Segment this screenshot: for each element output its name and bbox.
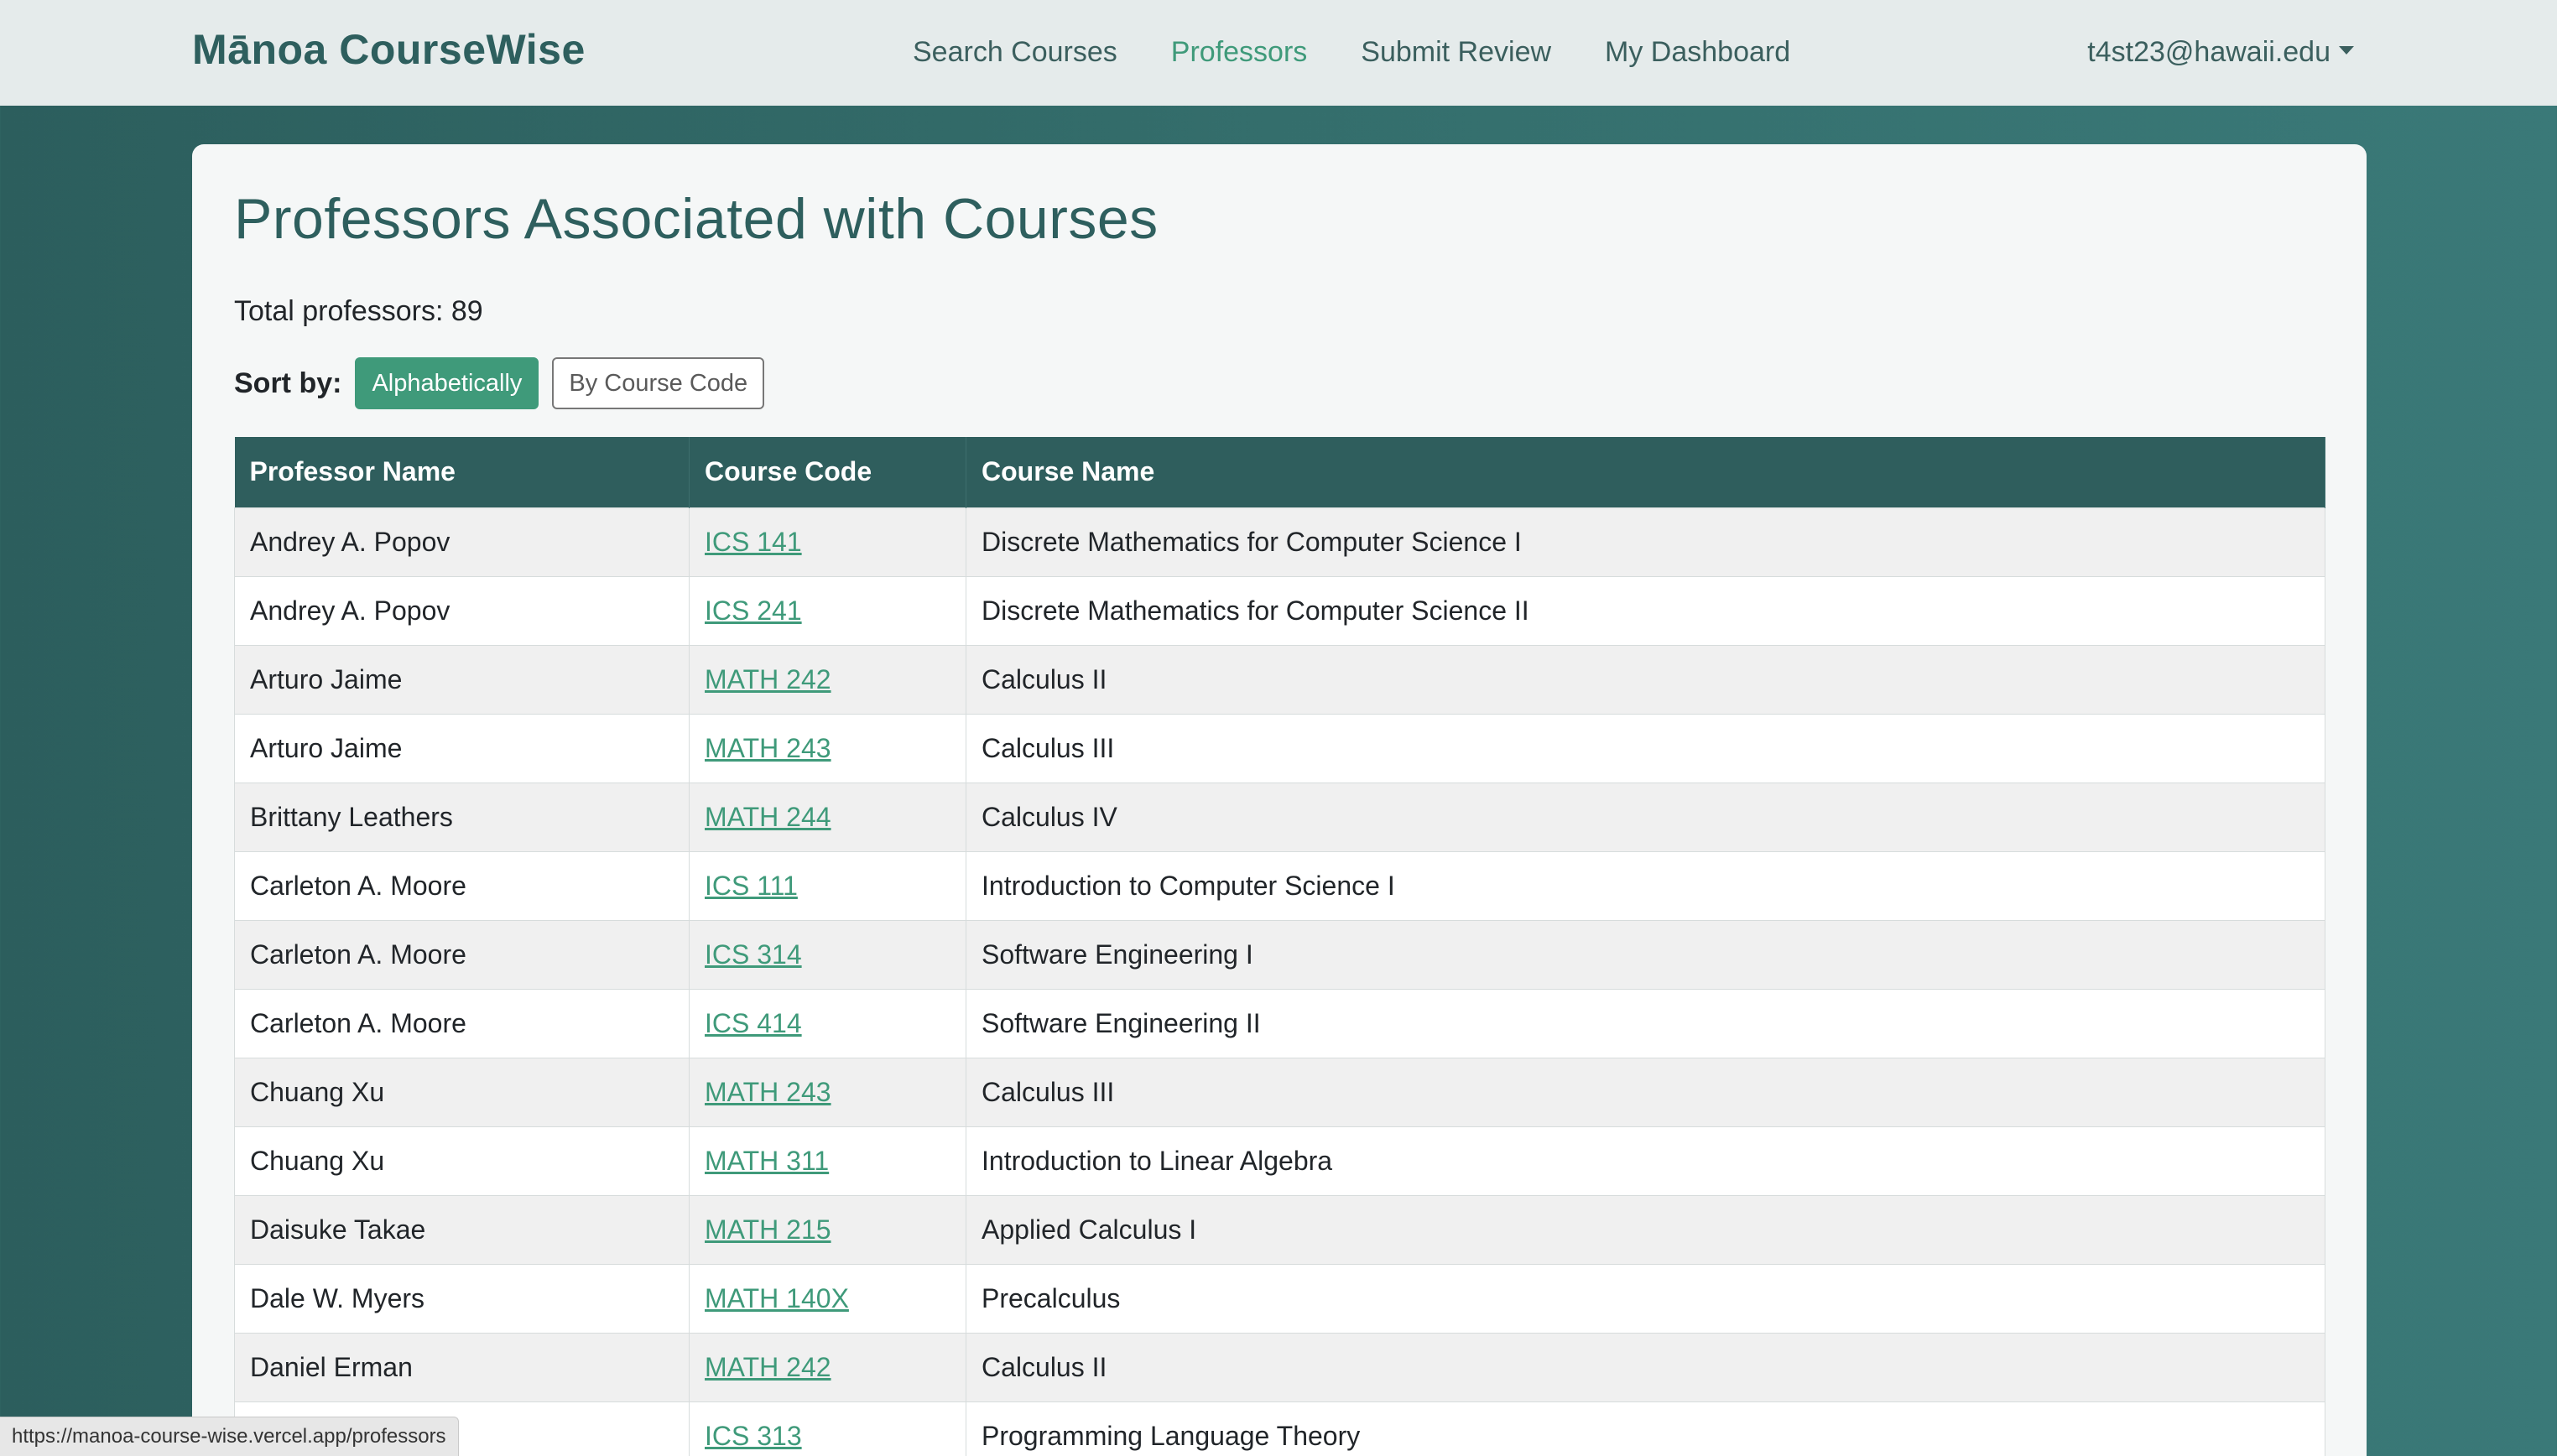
table-row [235,1195,2325,1264]
course-code-link[interactable]: MATH 243 [705,1076,831,1107]
course-code-link[interactable]: ICS 414 [705,1007,802,1038]
professor-name-cell: Chuang Xu [235,1058,690,1126]
course-name-cell: Introduction to Linear Algebra [966,1126,2325,1195]
table-row [235,1058,2325,1126]
table-row [235,576,2325,645]
table-row [235,1401,2325,1456]
nav-professors[interactable]: Professors [1170,36,1308,68]
professors-table-wrapper [234,437,2325,1456]
table-header-row [235,437,2325,507]
table-row [235,783,2325,851]
top-navbar [0,0,2557,106]
course-code-cell [690,576,966,645]
course-code-cell [690,989,966,1058]
course-code-cell [690,1401,966,1456]
status-bar-url: https://manoa-course-wise.vercel.app/professors [0,1417,459,1456]
course-code-link[interactable]: MATH 243 [705,732,831,763]
sort-alphabetically-button[interactable]: Alphabetically [355,357,539,409]
course-code-cell [690,851,966,920]
course-name-cell: Discrete Mathematics for Computer Science I [966,507,2325,576]
nav-submit-review[interactable]: Submit Review [1361,36,1552,68]
course-code-cell [690,507,966,576]
sort-controls [234,357,778,409]
table-row [235,645,2325,714]
sort-label: Sort by: [234,367,342,399]
course-name-cell: Introduction to Computer Science I [966,851,2325,920]
page-title: Professors Associated with Courses [234,187,1159,251]
professors-table [234,437,2325,1456]
course-code-link[interactable]: MATH 244 [705,801,831,832]
professor-name-cell: Dale W. Myers [235,1264,690,1333]
sort-by-course-code-button[interactable]: By Course Code [552,357,764,409]
course-code-cell [690,920,966,989]
course-name-cell: Applied Calculus I [966,1195,2325,1264]
table-row [235,714,2325,783]
nav-search-courses[interactable]: Search Courses [913,36,1117,68]
table-row [235,1126,2325,1195]
column-header-course-name: Course Name [966,437,2325,507]
course-name-cell: Programming Language Theory [966,1401,2325,1456]
course-code-link[interactable]: ICS 241 [705,595,802,626]
course-code-link[interactable]: MATH 215 [705,1214,831,1245]
professors-card [192,144,2367,1456]
column-header-professor: Professor Name [235,437,690,507]
course-code-cell [690,783,966,851]
course-code-link[interactable]: MATH 242 [705,663,831,694]
course-code-link[interactable]: ICS 313 [705,1420,802,1451]
user-menu-dropdown[interactable] [2087,34,2354,70]
table-row [235,989,2325,1058]
professor-name-cell: Chuang Xu [235,1126,690,1195]
professor-name-cell: Daniel Erman [235,1333,690,1401]
course-code-link[interactable]: ICS 141 [705,526,802,557]
course-name-cell: Calculus II [966,1333,2325,1401]
professor-name-cell: Arturo Jaime [235,645,690,714]
brand-logo[interactable]: Mānoa CourseWise [192,26,586,73]
course-code-cell [690,1058,966,1126]
column-header-course-code: Course Code [690,437,966,507]
caret-down-icon [2339,46,2354,55]
professor-name-cell: Andrey A. Popov [235,507,690,576]
nav-my-dashboard[interactable]: My Dashboard [1605,36,1791,68]
course-name-cell: Precalculus [966,1264,2325,1333]
professor-name-cell: Andrey A. Popov [235,576,690,645]
course-name-cell: Discrete Mathematics for Computer Science II [966,576,2325,645]
course-code-cell [690,1126,966,1195]
course-name-cell: Calculus II [966,645,2325,714]
course-code-link[interactable]: MATH 311 [705,1145,830,1176]
course-code-link[interactable]: ICS 111 [705,870,798,901]
course-name-cell: Calculus IV [966,783,2325,851]
table-row [235,1264,2325,1333]
course-name-cell: Calculus III [966,714,2325,783]
course-name-cell: Calculus III [966,1058,2325,1126]
course-code-cell [690,1195,966,1264]
table-row [235,1333,2325,1401]
table-row [235,851,2325,920]
course-code-cell [690,1264,966,1333]
course-code-link[interactable]: MATH 242 [705,1351,831,1382]
user-email: t4st23@hawaii.edu [2087,36,2330,68]
course-code-link[interactable]: ICS 314 [705,939,802,970]
course-name-cell: Software Engineering II [966,989,2325,1058]
table-row [235,507,2325,576]
course-code-cell [690,1333,966,1401]
course-name-cell: Software Engineering I [966,920,2325,989]
professor-name-cell: Brittany Leathers [235,783,690,851]
professor-name-cell: Arturo Jaime [235,714,690,783]
professor-name-cell: Daisuke Takae [235,1195,690,1264]
table-row [235,920,2325,989]
course-code-cell [690,714,966,783]
professor-name-cell: Carleton A. Moore [235,989,690,1058]
course-code-cell [690,645,966,714]
professor-name-cell: Carleton A. Moore [235,851,690,920]
total-professors: Total professors: 89 [234,295,483,327]
professor-name-cell: Carleton A. Moore [235,920,690,989]
course-code-link[interactable]: MATH 140X [705,1282,849,1313]
table-body [235,507,2325,1456]
nav-links [913,34,1844,70]
